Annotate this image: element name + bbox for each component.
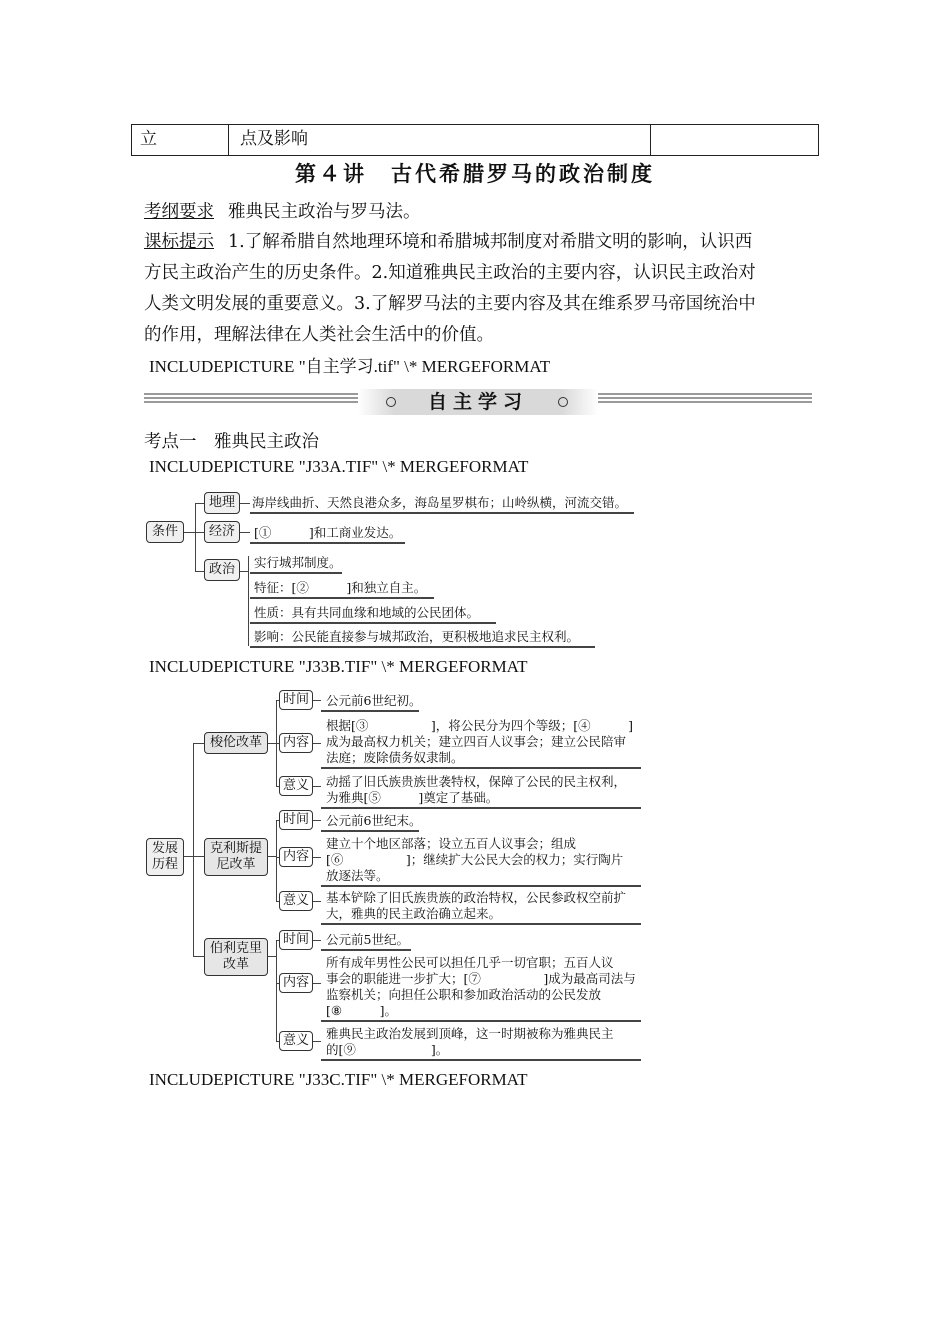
pericles-content-label: 内容 bbox=[279, 973, 313, 993]
pericles-content-1: 所有成年男性公民可以担任几乎一切官职；五百人议 bbox=[326, 955, 614, 970]
cleisthenes-reform-box: 克利斯提尼改革 bbox=[204, 838, 268, 876]
cleisthenes-content-label: 内容 bbox=[279, 847, 313, 867]
hints-line-3: 人类文明发展的重要意义。3.了解罗马法的主要内容及其在维系罗马帝国统治中 bbox=[144, 294, 756, 314]
solon-content-1: 根据[③ ]，将公民分为四个等级；[④ ] bbox=[326, 718, 634, 733]
geo-text: 海岸线曲折、天然良港众多，海岛星罗棋布；山岭纵横，河流交错。 bbox=[252, 495, 628, 510]
requirements-label: 考纲要求 bbox=[144, 202, 214, 222]
cleisthenes-time-text: 公元前6世纪末。 bbox=[326, 813, 422, 828]
pol-text-2: 特征：[② ]和独立自主。 bbox=[254, 580, 427, 595]
root-development-box: 发展历程 bbox=[146, 838, 184, 876]
cleisthenes-meaning-label: 意义 bbox=[279, 891, 313, 911]
requirements-text: 雅典民主政治与罗马法。 bbox=[228, 202, 421, 222]
pericles-meaning-2: 的[⑨ ]。 bbox=[326, 1042, 449, 1057]
lesson-title: 第４讲 古代希腊罗马的政治制度 bbox=[295, 161, 655, 186]
geo-label-box: 地理 bbox=[204, 492, 240, 514]
cleisthenes-content-1: 建立十个地区部落；设立五百人议事会；组成 bbox=[326, 836, 577, 851]
banner-dot-right bbox=[558, 397, 568, 407]
pol-text-1: 实行城邦制度。 bbox=[254, 555, 342, 570]
pericles-reform-box: 伯利克里改革 bbox=[204, 938, 268, 976]
include-field-2: INCLUDEPICTURE "J33A.TIF" \* MERGEFORMAT bbox=[149, 457, 529, 476]
pericles-meaning-1: 雅典民主政治发展到顶峰，这一时期被称为雅典民主 bbox=[326, 1026, 614, 1041]
eco-label-box: 经济 bbox=[204, 521, 240, 543]
solon-meaning-1: 动摇了旧氏族贵族世袭特权，保障了公民的民主权利， bbox=[326, 774, 627, 789]
requirements-line bbox=[144, 198, 421, 223]
cleisthenes-time-label: 时间 bbox=[279, 810, 313, 830]
solon-reform-box: 梭伦改革 bbox=[204, 732, 268, 754]
solon-time-label: 时间 bbox=[279, 690, 313, 710]
banner-title: 自主学习 bbox=[427, 391, 528, 413]
pol-text-4: 影响：公民能直接参与城邦政治，更积极地追求民主权利。 bbox=[254, 629, 580, 644]
solon-content-2: 成为最高权力机关；建立四百人议事会；建立公民陪审 bbox=[326, 734, 627, 749]
cleisthenes-content-2: [⑥ ]；继续扩大公民大会的权力；实行陶片 bbox=[326, 852, 624, 867]
section-banner bbox=[144, 389, 812, 415]
pericles-meaning-label: 意义 bbox=[279, 1031, 313, 1051]
solon-content-label: 内容 bbox=[279, 733, 313, 753]
hints-text-1: 1.了解希腊自然地理环境和希腊城邦制度对希腊文明的影响，认识西 bbox=[228, 232, 753, 252]
include-field-3: INCLUDEPICTURE "J33B.TIF" \* MERGEFORMAT bbox=[149, 657, 528, 676]
hints-line-2: 方民主政治产生的历史条件。2.知道雅典民主政治的主要内容，认识民主政治对 bbox=[144, 263, 756, 283]
cleisthenes-meaning-2: 大，雅典的民主政治确立起来。 bbox=[326, 906, 502, 921]
solon-meaning-label: 意义 bbox=[279, 776, 313, 796]
table-cell-1: 立 bbox=[140, 129, 157, 149]
pericles-time-label: 时间 bbox=[279, 930, 313, 950]
pericles-content-2: 事会的职能进一步扩大；[⑦ ]成为最高司法与 bbox=[326, 971, 636, 986]
cleisthenes-meaning-1: 基本铲除了旧氏族贵族的政治特权，公民参政权空前扩 bbox=[326, 890, 627, 905]
section-heading: 考点一 雅典民主政治 bbox=[144, 432, 319, 452]
top-table-fragment bbox=[131, 124, 819, 156]
pericles-time-text: 公元前5世纪。 bbox=[326, 932, 409, 947]
pericles-content-3: 监察机关；向担任公职和参加政治活动的公民发放 bbox=[326, 987, 602, 1002]
hints-line-4: 的作用，理解法律在人类社会生活中的价值。 bbox=[144, 325, 494, 345]
pol-label-box: 政治 bbox=[204, 559, 240, 581]
eco-text: [① ]和工商业发达。 bbox=[254, 525, 402, 540]
hints-label: 课标提示 bbox=[144, 232, 214, 252]
pol-text-3: 性质：具有共同血缘和地域的公民团体。 bbox=[254, 605, 480, 620]
solon-content-3: 法庭；废除债务奴隶制。 bbox=[326, 750, 464, 765]
root-conditions-box: 条件 bbox=[146, 521, 184, 543]
include-field-4: INCLUDEPICTURE "J33C.TIF" \* MERGEFORMAT bbox=[149, 1070, 528, 1089]
pericles-content-4: [⑧ ]。 bbox=[326, 1003, 397, 1018]
table-cell-2: 点及影响 bbox=[240, 129, 308, 149]
solon-time-text: 公元前6世纪初。 bbox=[326, 693, 422, 708]
include-field-1: INCLUDEPICTURE "自主学习.tif" \* MERGEFORMAT bbox=[149, 357, 551, 376]
solon-meaning-2: 为雅典[⑤ ]奠定了基础。 bbox=[326, 790, 499, 805]
cleisthenes-content-3: 放逐法等。 bbox=[326, 868, 389, 883]
hints-line-1 bbox=[144, 228, 752, 253]
